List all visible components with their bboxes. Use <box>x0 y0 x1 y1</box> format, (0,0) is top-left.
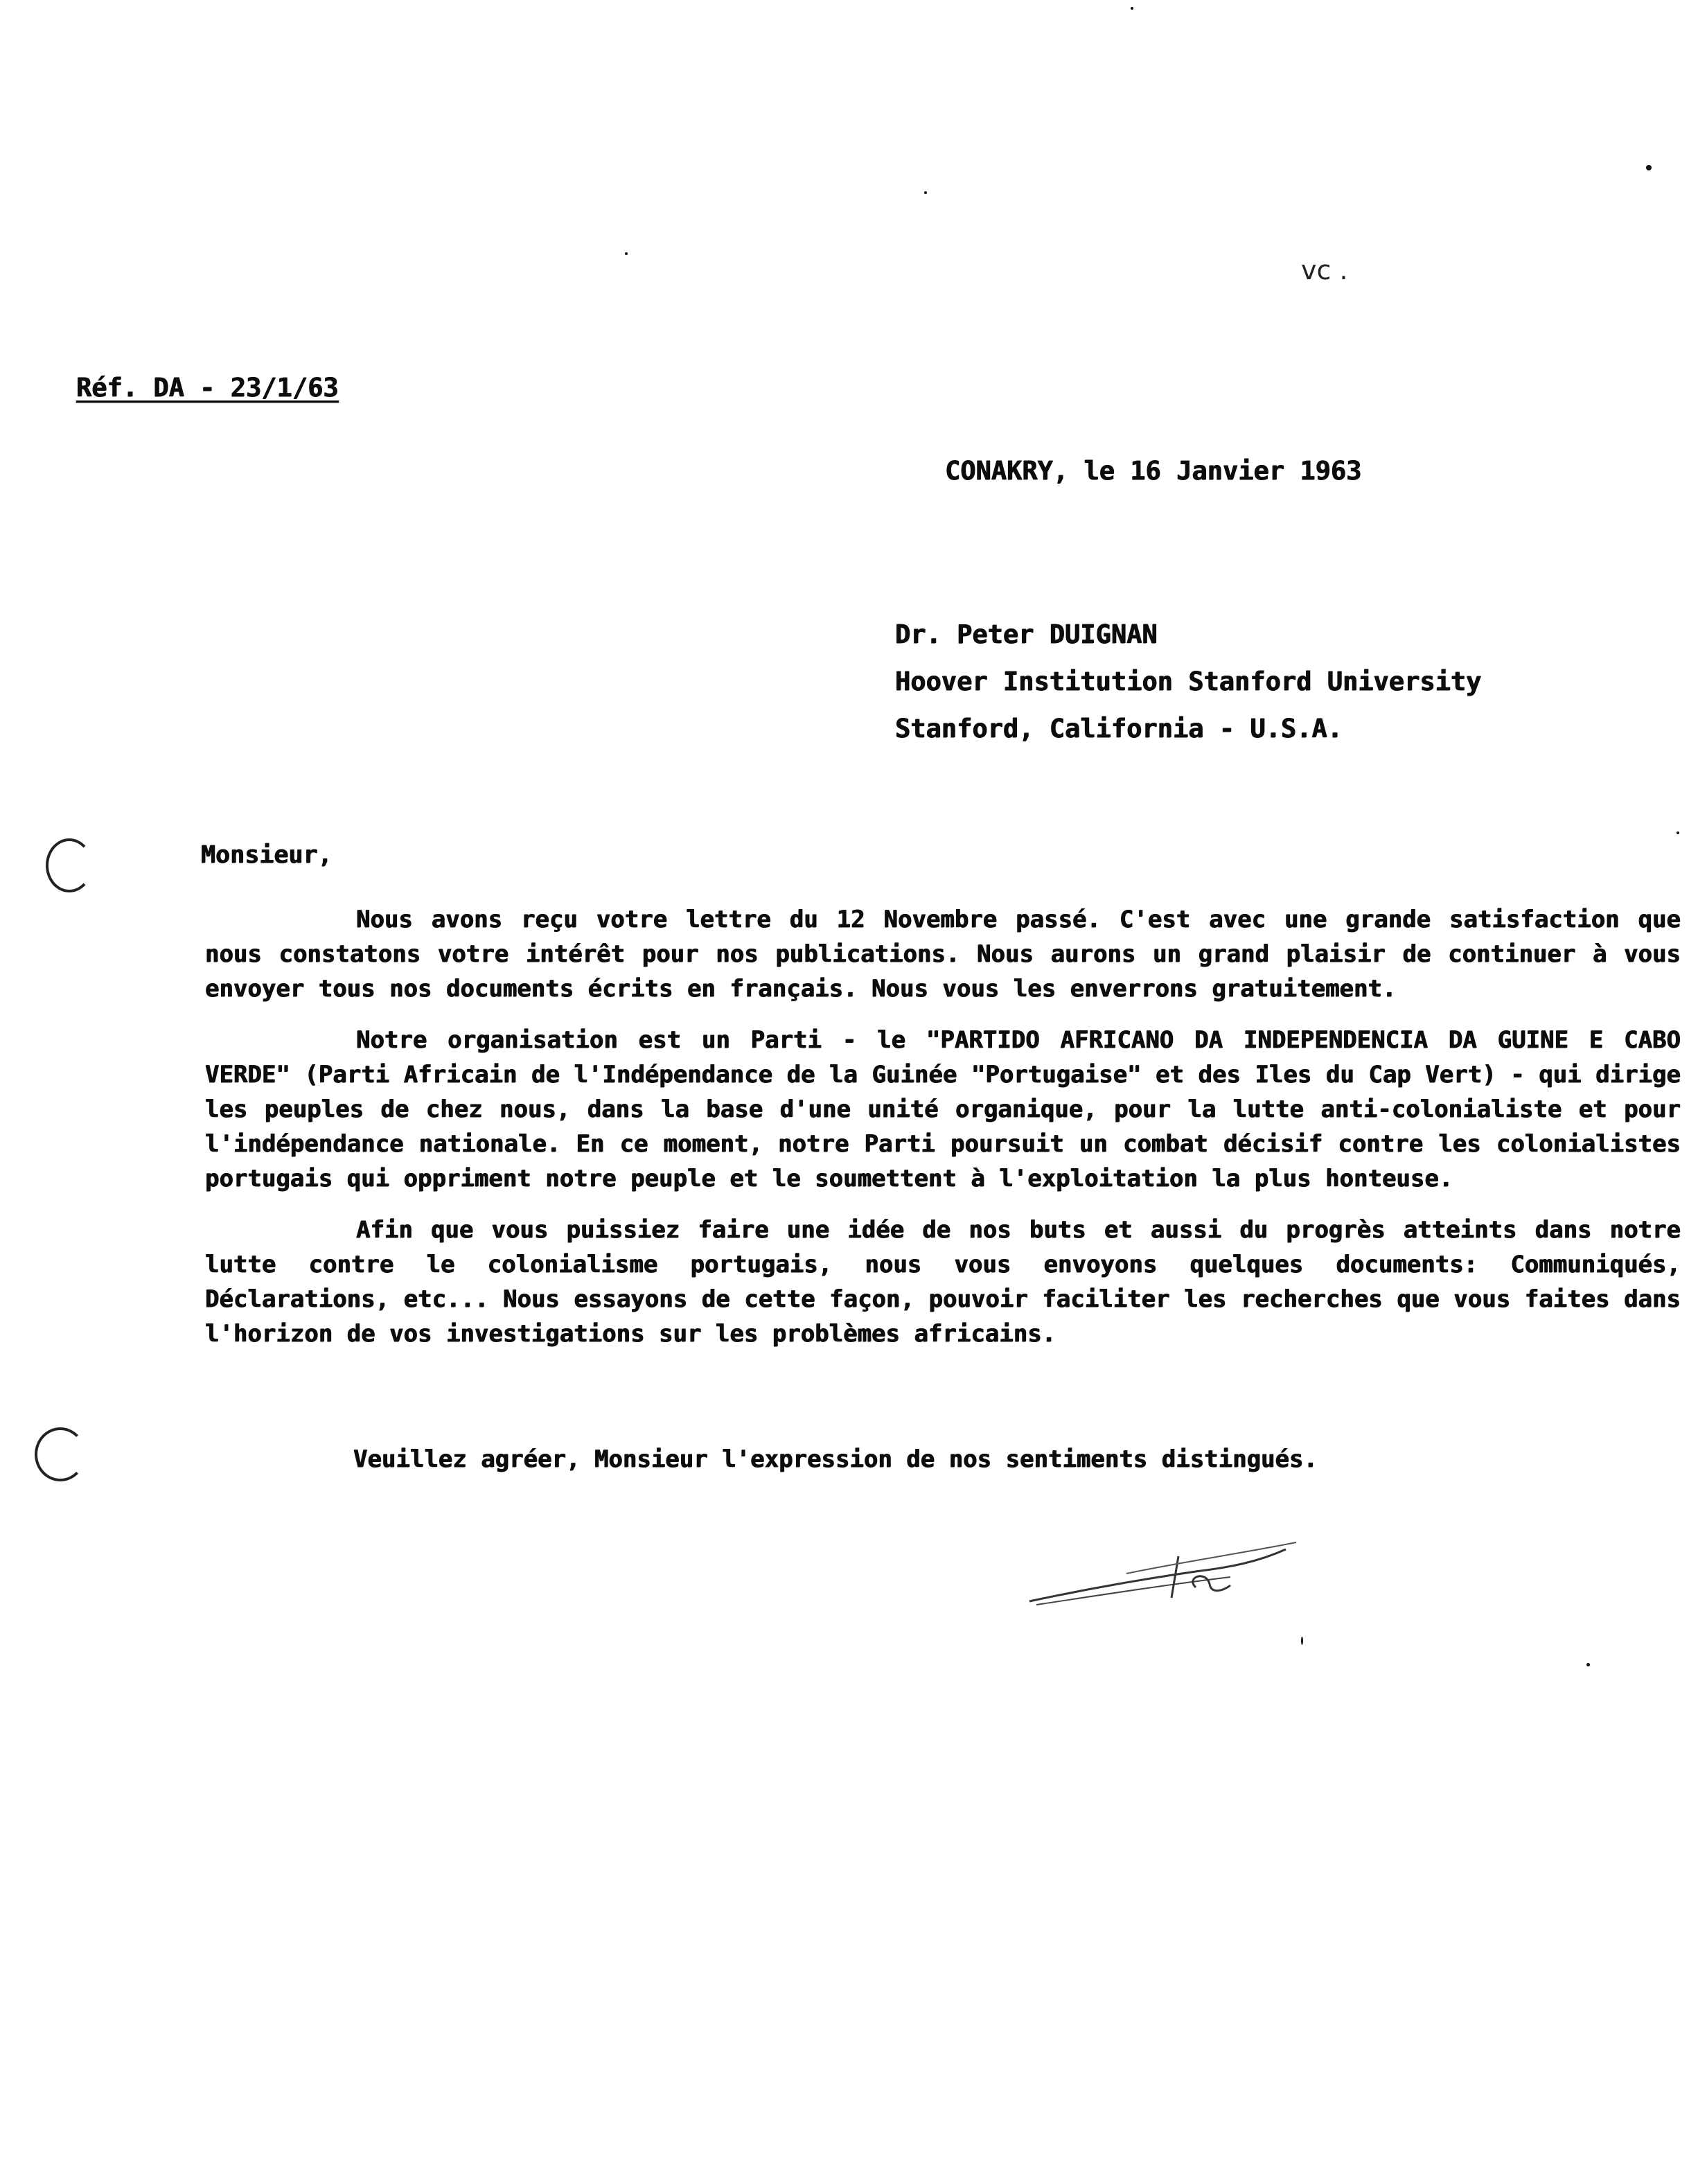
handwritten-annotation: vc . <box>1301 255 1348 285</box>
paragraph-2: Notre organisation est un Parti - le "PARTIDO AFRICANO DA INDEPENDENCIA DA GUINE E CABO VERDE" (Parti Africain de l'Indépendance de la Guinée "Portugaise" et des Iles du Cap Vert) - qui dirige les peuples de chez nous, dans la base d'une unité organique, pour la lutte anti-colonialiste et pour l'indépendance nationale. En ce moment, notre Parti poursuit un combat décisif contre les colonialistes portugais qui oppriment notre peuple et le soumettent à l'exploitation la plus honteuse. <box>205 1026 1681 1192</box>
scan-speck <box>1646 165 1652 170</box>
recipient-name: Dr. Peter DUIGNAN <box>895 619 1158 649</box>
reference-number: Réf. DA - 23/1/63 <box>76 373 339 403</box>
scan-speck <box>1586 1663 1590 1666</box>
recipient-location: Stanford, California - U.S.A. <box>895 714 1343 743</box>
date-line: CONAKRY, le 16 Janvier 1963 <box>945 456 1362 486</box>
scan-speck <box>625 252 628 255</box>
paragraph-3: Afin que vous puissiez faire une idée de nos buts et aussi du progrès atteints dans notre lutte contre le colonialisme portugais, nous vous envoyons quelques documents: Communiqués, Déclarations, etc... Nous essayons de cette façon, pouvoir faciliter les recherches que vous faites dans l'horizon de vos investigations sur les problèmes africains. <box>205 1216 1681 1348</box>
letter-body <box>205 902 1681 1368</box>
paragraph-1: Nous avons reçu votre lettre du 12 Novembre passé. C'est avec une grande satisfaction que nous constatons votre intérêt pour nos publications. Nous aurons un grand plaisir de continuer à vous envoyer tous nos documents écrits en français. Nous vous les enverrons gratuitement. <box>205 906 1681 1003</box>
punch-hole-mark <box>46 838 93 892</box>
closing-line: Veuillez agréer, Monsieur l'expression de nos sentiments distingués. <box>353 1445 1318 1473</box>
scan-speck <box>924 191 927 194</box>
signature <box>1023 1522 1300 1619</box>
recipient-institution: Hoover Institution Stanford University <box>895 667 1482 696</box>
punch-hole-mark <box>35 1427 86 1481</box>
scan-speck <box>1677 831 1679 834</box>
recipient-address <box>895 611 1481 752</box>
scan-speck <box>1301 1637 1303 1645</box>
scan-speck <box>1131 7 1133 10</box>
salutation: Monsieur, <box>201 841 333 869</box>
